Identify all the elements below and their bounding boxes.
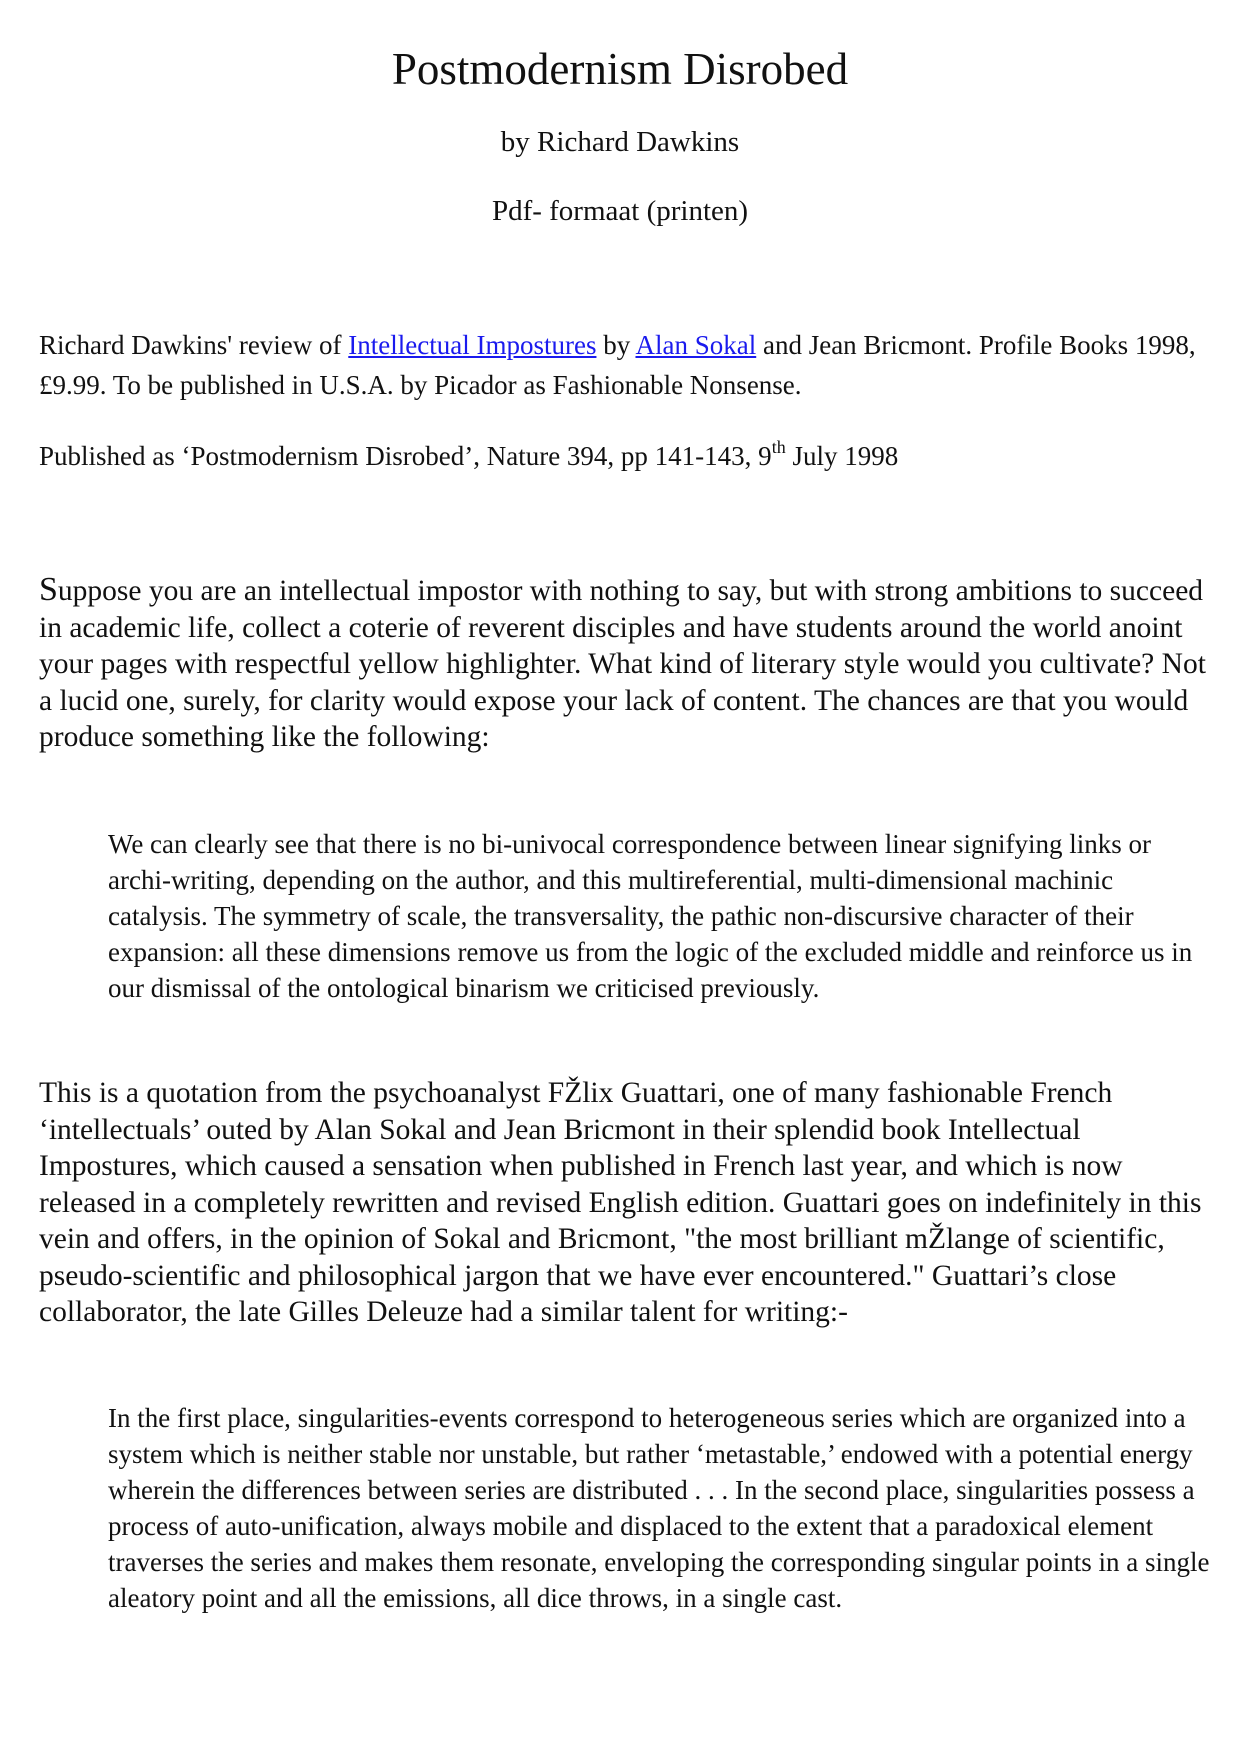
- format-note: Pdf- formaat (printen): [491, 195, 749, 227]
- drop-cap: S: [39, 571, 58, 608]
- published-suffix: July 1998: [785, 441, 899, 471]
- author-link[interactable]: Alan Sokal: [635, 330, 757, 360]
- block-quote-guattari: We can clearly see that there is no bi-univocal correspondence between linear signifying links or archi-writing, depending on the author, and this multireferential, multi-dimensional machinic catalysis. The symmetry of scale, the transversality, the pathic non-discursive character of their expansion: all these dimensions remove us from the logic of the excluded middle and reinforce us in our dismissal of the ontological binarism we criticised previously.: [108, 829, 1193, 1003]
- publication-note: [39, 436, 1209, 476]
- book-link[interactable]: Intellectual Impostures: [348, 330, 597, 360]
- review-suffix: and Jean Bricmont. Profile Books 1998, £9.99. To be published in U.S.A. by Picador as Fashionable Nonsense.: [39, 330, 1196, 400]
- published-superscript: th: [771, 437, 786, 457]
- review-citation: [39, 325, 1209, 405]
- page-title: Postmodernism Disrobed: [391, 44, 849, 94]
- by-text: by: [596, 330, 636, 360]
- block-quote-deleuze: In the first place, singularities-events correspond to heterogeneous series which are organized into a system which is neither stable nor unstable, but rather ‘metastable,’ endowed with a potential energy wherein the differences between series are distributed . . . In the second place, singularities possess a process of auto-unification, always mobile and displaced to the extent that a paradoxical element traverses the series and makes them resonate, enveloping the corresponding singular points in a single aleatory point and all the emissions, all dice throws, in a single cast.: [108, 1403, 1210, 1613]
- body-paragraph-1: [39, 572, 1219, 756]
- published-prefix: Published as ‘Postmodernism Disrobed’, Nature 394, pp 141-143, 9: [39, 441, 772, 471]
- body-paragraph-2: This is a quotation from the psychoanalyst FŽlix Guattari, one of many fashionable French ‘intellectuals’ outed by Alan Sokal and Jean Bricmont in their splendid book Intellectual Impostures, which caused a sensation when published in French last year, and which is now released in a completely rewritten and revised English edition. Guattari goes on indefinitely in this vein and offers, in the opinion of Sokal and Bricmont, "the most brilliant mŽlange of scientific, pseudo-scientific and philosophical jargon that we have ever encountered." Guattari’s close collaborator, the late Gilles Deleuze had a similar talent for writing:-: [39, 1077, 1202, 1328]
- review-prefix: Richard Dawkins' review of: [39, 330, 349, 360]
- byline: by Richard Dawkins: [500, 126, 740, 158]
- paragraph-1-text: uppose you are an intellectual impostor with nothing to say, but with strong ambitions to succeed in academic life, collect a coterie of reverent disciples and have students around the world anoint your pages with respectful yellow highlighter. What kind of literary style would you cultivate? Not a lucid one, surely, for clarity would expose your lack of content. The chances are that you would produce something like the following:: [39, 575, 1206, 753]
